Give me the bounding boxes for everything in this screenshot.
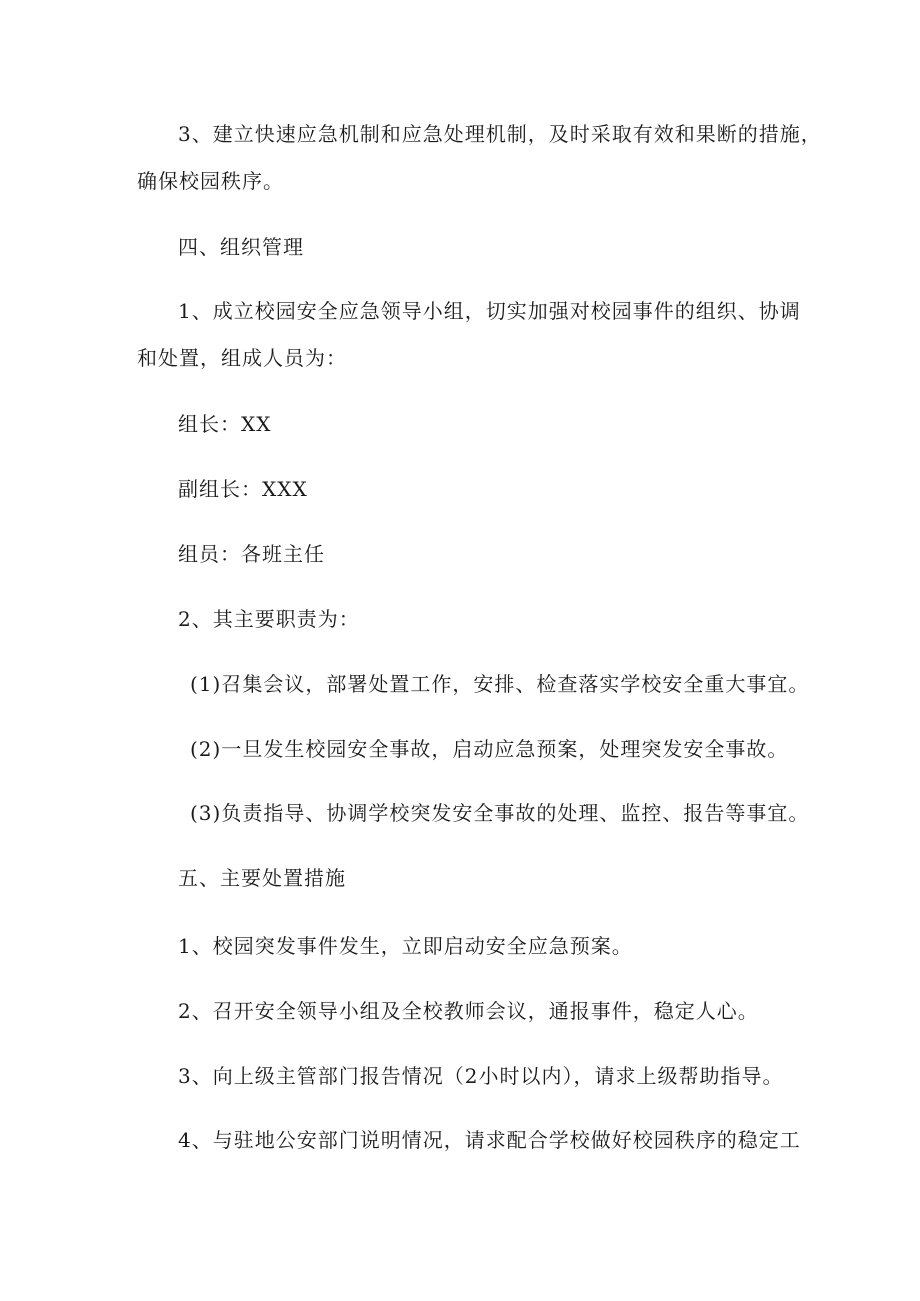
paragraph-line: 确保校园秩序。 [137,169,284,193]
team-leader: 组长：XX [178,412,272,436]
duty-item: (1)召集会议，部署处置工作，安排、检查落实学校安全重大事宜。 [190,672,810,696]
measure-item: 3、向上级主管部门报告情况（2小时以内），请求上级帮助指导。 [178,1064,784,1088]
deputy-leader: 副组长：XXX [178,477,308,501]
section-heading-4: 四、组织管理 [178,235,304,259]
section-heading-5: 五、主要处置措施 [178,866,346,890]
paragraph-line: 3、建立快速应急机制和应急处理机制，及时采取有效和果断的措施， [178,122,822,146]
duty-item: (3)负责指导、协调学校突发安全事故的处理、监控、报告等事宜。 [190,801,810,825]
team-members: 组员：各班主任 [178,542,325,566]
measure-item: 2、召开安全领导小组及全校教师会议，通报事件，稳定人心。 [178,999,759,1023]
duty-item: (2)一旦发生校园安全事故，启动应急预案，处理突发安全事故。 [190,737,789,761]
measure-item: 1、校园突发事件发生，立即启动安全应急预案。 [178,934,633,958]
measure-item: 4、与驻地公安部门说明情况，请求配合学校做好校园秩序的稳定工 [178,1128,801,1152]
paragraph-line: 和处置，组成人员为： [137,346,347,370]
duties-intro: 2、其主要职责为： [178,607,360,631]
paragraph-line: 1、成立校园安全应急领导小组，切实加强对校园事件的组织、协调 [178,299,801,323]
